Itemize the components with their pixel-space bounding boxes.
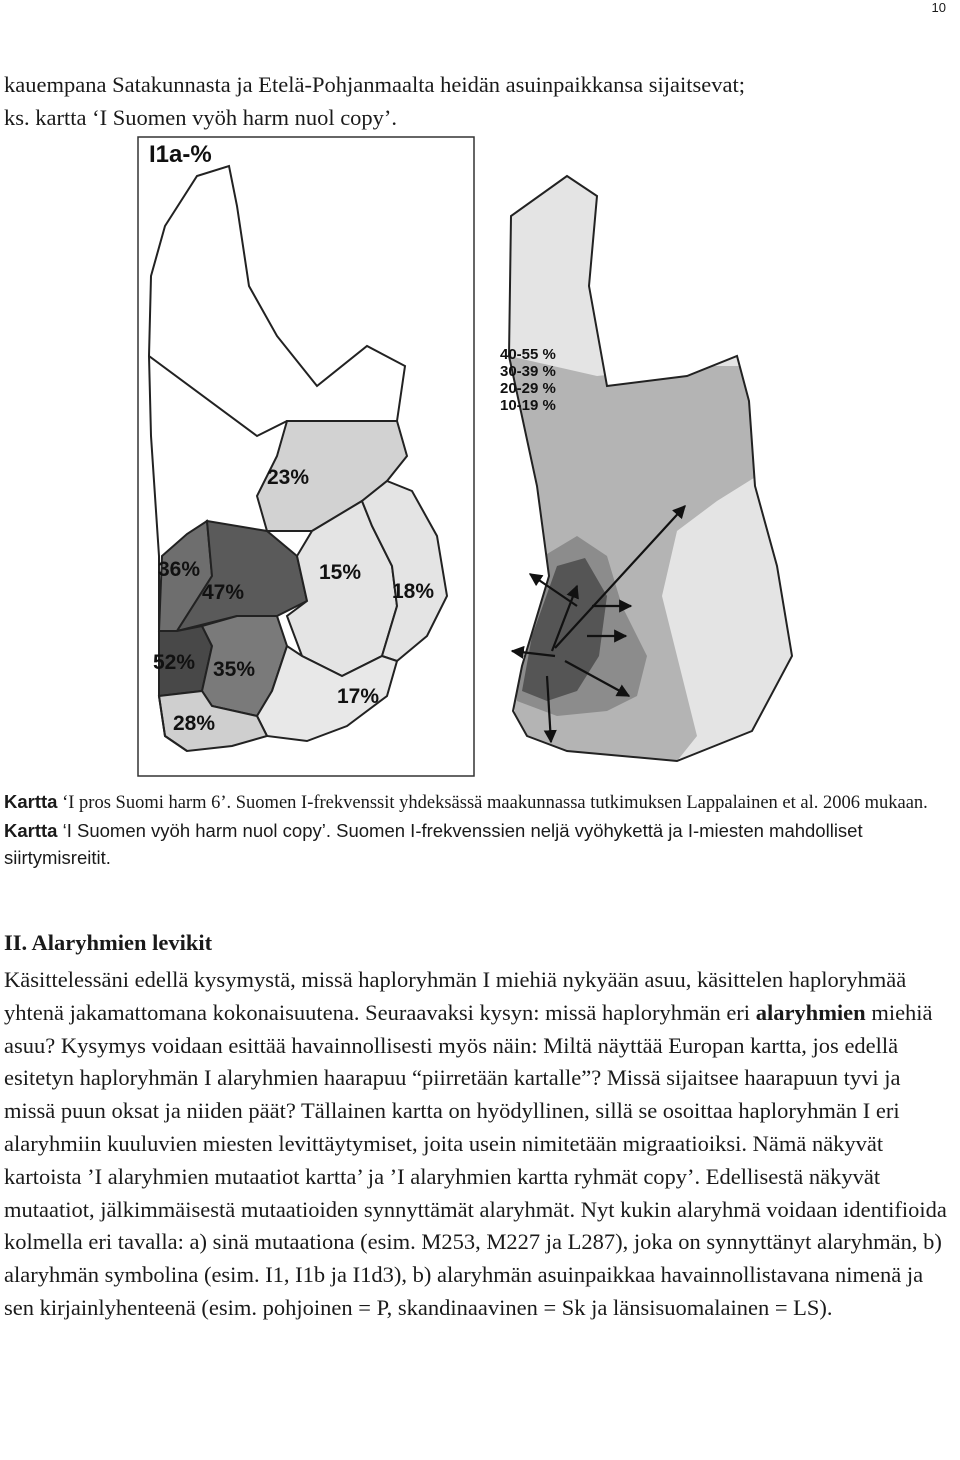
region-label-28: 28% xyxy=(173,712,216,735)
caption-2-label: Kartta xyxy=(4,820,58,841)
legend-entry-4: 10-19 % xyxy=(500,397,556,414)
region-label-47: 47% xyxy=(202,581,245,604)
left-map-north-outline xyxy=(149,166,405,436)
region-label-17: 17% xyxy=(337,685,380,708)
region-label-52: 52% xyxy=(153,651,196,674)
legend-entry-3: 20-29 % xyxy=(500,380,556,397)
finland-maps-figure xyxy=(137,136,960,777)
region-label-23: 23% xyxy=(267,466,310,489)
body-text-bold: alaryhmien xyxy=(755,999,866,1025)
intro-line-1: kauempana Satakunnasta ja Etelä-Pohjanmaalta heidän asuinpaikkansa sijaitsevat; xyxy=(4,72,745,97)
left-map-title: I1a-% xyxy=(149,141,212,168)
caption-2-text: ‘I Suomen vyöh harm nuol copy’. Suomen I-frekvenssien neljä vyöhykettä ja I-miesten mahdolliset siirtymisreitit. xyxy=(4,820,863,868)
caption-2 xyxy=(4,817,954,871)
right-map-zones xyxy=(497,136,960,777)
region-label-35: 35% xyxy=(213,658,256,681)
caption-1-label: Kartta xyxy=(4,791,58,812)
legend-entry-1: 40-55 % xyxy=(500,346,556,363)
caption-1 xyxy=(4,788,954,817)
right-map-legend xyxy=(500,346,556,414)
figure-captions xyxy=(4,788,954,871)
region-label-36: 36% xyxy=(158,558,201,581)
page-number: 10 xyxy=(931,0,946,15)
body-text-2: miehiä asuu? Kysymys voidaan esittää havainnollisesti myös näin: Miltä näyttää Europan kartta, jos edellä esitetyn haploryhmän I alaryhmien haarapuu “piirretään kartalle”? Missä sijaitsee haarapuun tyvi ja missä puun oksat ja niiden päät? Tällainen kartta on hyödyllinen, sillä se osoittaa haploryhmän I eri alaryhmiin kuuluvien miesten levittäytymiset, joita usein nimitetään migraatioiksi. Nämä näkyvät kartoista ’I alaryhmien mutaatiot kartta’ ja ’I alaryhmien kartta ryhmät copy’. Edellisestä näkyvät mutaatiot, jälkimmäisestä mutaatioiden synnyttämät alaryhmät. Nyt kukin alaryhmä voidaan identifioida kolmella eri tavalla: a) sinä mutaationa (esim. M253, M227 ja L287), joka on synnyttänyt alaryhmän, b) alaryhmän symbolina (esim. I1, I1b ja I1d3), b) alaryhmän asuinpaikkaa havainnollistavana nimenä ja sen kirjainlyhenteenä (esim. pohjoinen = P, skandinaavinen = Sk ja länsisuomalainen = LS). xyxy=(4,999,947,1320)
intro-paragraph xyxy=(4,68,954,134)
legend-entry-2: 30-39 % xyxy=(500,363,556,380)
body-text-1: Käsittelessäni edellä kysymystä, missä haploryhmän I miehiä nykyään asuu, käsittelen haploryhmää yhtenä jakamattomana kokonaisuutena. Seuraavaksi kysyn: missä haploryhmän eri xyxy=(4,967,907,1025)
region-label-18: 18% xyxy=(392,580,435,603)
region-label-15: 15% xyxy=(319,561,362,584)
intro-line-2: ks. kartta ‘I Suomen vyöh harm nuol copy’. xyxy=(4,105,398,130)
caption-1-text: ‘I pros Suomi harm 6’. Suomen I-frekvenssit yhdeksässä maakunnassa tutkimuksen Lappalainen et al. 2006 mukaan. xyxy=(57,793,928,813)
section-heading: II. Alaryhmien levikit xyxy=(4,930,213,955)
body-paragraph xyxy=(4,964,956,1325)
